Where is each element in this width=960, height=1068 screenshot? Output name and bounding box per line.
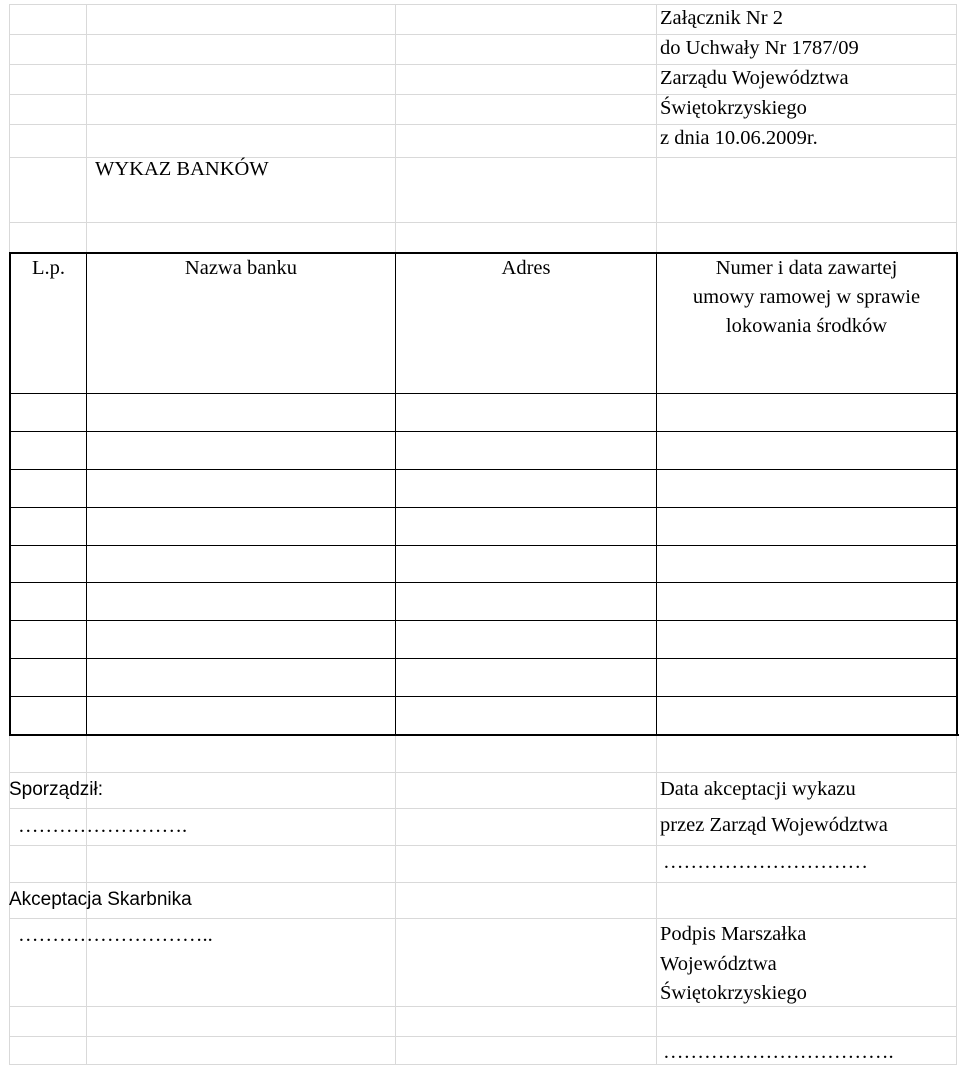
table-cell[interactable]	[11, 583, 86, 620]
prepared-by-label: Sporządził:	[9, 779, 103, 800]
column-header-agreement-1: Numer i data zawartej	[715, 257, 898, 279]
column-header-lp: L.p.	[31, 257, 66, 279]
acceptance-date-line-2: przez Zarząd Województwa	[660, 814, 888, 836]
table-cell[interactable]	[657, 659, 956, 696]
annex-line-5: z dnia 10.06.2009r.	[660, 127, 818, 149]
column-header-agreement-2: umowy ramowej w sprawie	[692, 286, 921, 308]
annex-line-2: do Uchwały Nr 1787/09	[660, 37, 859, 59]
table-cell[interactable]	[11, 508, 86, 545]
document-title: WYKAZ BANKÓW	[95, 158, 269, 180]
table-cell[interactable]	[657, 546, 956, 582]
table-cell[interactable]	[396, 697, 656, 734]
table-cell[interactable]	[87, 659, 395, 696]
table-cell[interactable]	[657, 508, 956, 545]
marshal-signature-line-3: Świętokrzyskiego	[660, 982, 807, 1004]
annex-line-1: Załącznik Nr 2	[660, 7, 783, 29]
table-cell[interactable]	[87, 583, 395, 620]
table-cell[interactable]	[11, 432, 86, 469]
column-header-agreement-3: lokowania środków	[725, 315, 888, 337]
marshal-signature-dots: …………………………….	[663, 1041, 894, 1063]
table-row	[11, 546, 956, 582]
table-row	[11, 470, 956, 507]
table-row	[11, 697, 956, 734]
table-cell[interactable]	[87, 432, 395, 469]
table-cell[interactable]	[11, 470, 86, 507]
acceptance-date-signature-line: …………………………	[663, 851, 868, 873]
table-cell[interactable]	[11, 546, 86, 582]
table-cell[interactable]	[657, 583, 956, 620]
table-cell[interactable]	[11, 659, 86, 696]
table-cell[interactable]	[87, 470, 395, 507]
table-cell[interactable]	[657, 394, 956, 431]
treasurer-acceptance-label: Akceptacja Skarbnika	[9, 889, 192, 910]
table-cell[interactable]	[396, 546, 656, 582]
table-cell[interactable]	[87, 546, 395, 582]
prepared-by-signature-line: …………………….	[18, 815, 188, 837]
table-cell[interactable]	[396, 432, 656, 469]
treasurer-signature-line: ………………………..	[18, 924, 213, 946]
table-row	[11, 432, 956, 469]
table-row	[11, 394, 956, 431]
table-cell[interactable]	[87, 394, 395, 431]
table-cell[interactable]	[11, 621, 86, 658]
column-header-address: Adres	[501, 257, 551, 279]
table-cell[interactable]	[396, 470, 656, 507]
table-row	[11, 583, 956, 620]
table-cell[interactable]	[87, 508, 395, 545]
table-cell[interactable]	[657, 697, 956, 734]
table-row	[11, 508, 956, 545]
table-row	[11, 621, 956, 658]
marshal-signature-line-2: Województwa	[660, 953, 777, 975]
table-cell[interactable]	[657, 621, 956, 658]
table-cell[interactable]	[396, 621, 656, 658]
table-cell[interactable]	[657, 432, 956, 469]
annex-line-3: Zarządu Województwa	[660, 67, 849, 89]
table-row	[11, 659, 956, 696]
column-header-bank-name: Nazwa banku	[184, 257, 298, 279]
acceptance-date-line-1: Data akceptacji wykazu	[660, 778, 856, 800]
annex-line-4: Świętokrzyskiego	[660, 97, 807, 119]
marshal-signature-line-1: Podpis Marszałka	[660, 923, 807, 945]
table-cell[interactable]	[396, 583, 656, 620]
table-cell[interactable]	[11, 697, 86, 734]
table-cell[interactable]	[396, 508, 656, 545]
table-cell[interactable]	[396, 659, 656, 696]
table-cell[interactable]	[11, 394, 86, 431]
table-cell[interactable]	[657, 470, 956, 507]
table-cell[interactable]	[87, 697, 395, 734]
table-cell[interactable]	[87, 621, 395, 658]
table-cell[interactable]	[396, 394, 656, 431]
